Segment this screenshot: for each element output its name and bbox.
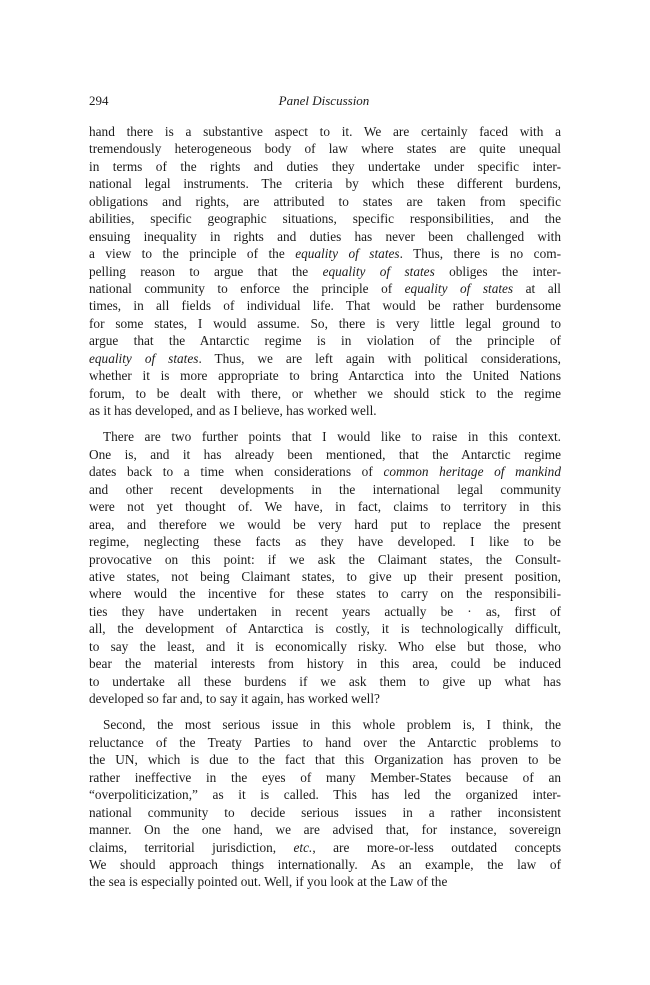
text-line (89, 603, 561, 620)
page-header (89, 93, 559, 111)
text-line (89, 804, 561, 821)
text-line (89, 620, 561, 637)
text-segment: provocative on this point: if we ask the Claimant states, the Consult- (89, 551, 561, 567)
text-segment: in terms of the rights and duties they undertake under specific inter- (89, 158, 561, 174)
text-segment: national community to decide serious issues in a rather inconsistent (89, 804, 561, 820)
text-line (89, 332, 561, 349)
running-title: Panel Discussion (278, 93, 370, 108)
paragraph (89, 716, 561, 890)
body-text (89, 123, 561, 891)
paragraph-gap (89, 419, 561, 428)
text-segment: argue that the Antarctic regime is in violation of the principle of (89, 333, 561, 349)
text-segment: ensuing inequality in rights and duties has never been challenged with (89, 228, 561, 244)
text-line (89, 751, 561, 768)
text-line (89, 280, 561, 297)
text-segment: hand there is a substantive aspect to it. We are certainly faced with a (89, 124, 561, 139)
text-segment: times, in all fields of individual life. That would be rather burdensome (89, 298, 561, 314)
text-line (89, 655, 561, 672)
text-line (89, 568, 561, 585)
text-segment: abilities, specific geographic situations, specific responsibilities, and the (89, 211, 561, 227)
text-line (89, 193, 561, 210)
text-segment: national community to enforce the principle of (89, 280, 405, 296)
text-segment: We should approach things internationally. As an example, the law of (89, 856, 561, 872)
italic-text: common heritage of mankind (383, 464, 561, 480)
text-line (89, 839, 561, 856)
text-segment: where would the incentive for these states to carry on the responsibili- (89, 586, 561, 602)
text-segment: claims, territorial jurisdiction, (89, 839, 294, 855)
text-line (89, 385, 561, 402)
text-segment: obligations and rights, are attributed to states are taken from specific (89, 193, 561, 209)
text-segment: and other recent developments in the international legal community (89, 481, 561, 497)
text-segment: whether it is more appropriate to bring Antarctica into the United Nations (89, 368, 561, 384)
text-segment: pelling reason to argue that the (89, 263, 323, 279)
text-line (89, 297, 561, 314)
text-segment: Second, the most serious issue in this whole problem is, I think, the (103, 717, 561, 733)
text-line (89, 158, 561, 175)
text-segment: There are two further points that I would like to raise in this context. (103, 429, 561, 445)
text-line (89, 446, 561, 463)
text-segment: tremendously heterogeneous body of law where states are quite unequal (89, 141, 561, 157)
text-segment: developed so far and, to say it again, has worked well? (89, 691, 380, 706)
text-line (89, 673, 561, 690)
paragraph-gap (89, 707, 561, 716)
text-line (89, 769, 561, 786)
text-line (89, 734, 561, 751)
text-segment: . Thus, there is no com- (399, 246, 561, 262)
text-line (89, 228, 561, 245)
text-segment: for some states, I would assume. So, there is very little legal ground to (89, 315, 561, 331)
text-line (89, 245, 561, 262)
text-segment: national legal instruments. The criteria by which these different burdens, (89, 176, 561, 192)
text-line (89, 481, 561, 498)
italic-text: equality of states (404, 280, 514, 296)
text-segment: ative states, not being Claimant states, to give up their present position, (89, 568, 561, 584)
text-segment: dates back to a time when considerations of (89, 464, 384, 480)
text-segment: were not yet thought of. We have, in fact, claims to territory in this (89, 499, 561, 515)
text-segment: a view to the principle of the (89, 246, 296, 262)
text-line (89, 786, 561, 803)
text-line (89, 873, 561, 890)
text-line (89, 821, 561, 838)
paragraph (89, 123, 561, 419)
text-line (89, 210, 561, 227)
text-line (89, 140, 561, 157)
text-line (89, 716, 561, 733)
text-segment: “overpoliticization,” as it is called. This has led the organized inter- (89, 787, 561, 803)
text-segment: One is, and it has already been mentioned, that the Antarctic regime (89, 446, 561, 462)
italic-text: etc. (293, 839, 313, 855)
text-segment: the UN, which is due to the fact that this Organization has proven to be (89, 752, 561, 768)
text-segment: reluctance of the Treaty Parties to hand over the Antarctic problems to (89, 734, 561, 750)
text-line (89, 428, 561, 445)
paragraph (89, 428, 561, 707)
text-segment: rather ineffective in the eyes of many Member-States because of an (89, 769, 561, 785)
text-segment: all, the development of Antarctica is costly, it is technologically difficult, (89, 621, 561, 637)
text-line (89, 367, 561, 384)
text-segment: to say the least, and it is economically risky. Who else but those, who (89, 638, 561, 654)
text-segment: to undertake all these burdens if we ask them to give up what has (89, 673, 561, 689)
text-line (89, 551, 561, 568)
page-number: 294 (89, 93, 109, 108)
text-segment: manner. On the one hand, we are advised that, for instance, sovereign (89, 822, 561, 838)
text-segment: the sea is especially pointed out. Well, if you look at the Law of the (89, 874, 448, 890)
text-segment: area, and therefore we would be very hard put to replace the present (89, 516, 561, 532)
text-line (89, 585, 561, 602)
text-segment: at all (513, 280, 561, 296)
text-segment: ties they have undertaken in recent years actually be · as, first of (89, 603, 561, 619)
text-line (89, 175, 561, 192)
text-line (89, 350, 561, 367)
text-line (89, 402, 561, 419)
text-segment: , are more-or-less outdated concepts (312, 839, 562, 855)
text-line (89, 463, 561, 480)
text-line (89, 263, 561, 280)
italic-text: equality of states (89, 350, 199, 366)
text-line (89, 315, 561, 332)
text-segment: obliges the inter- (434, 263, 561, 279)
text-segment: . Thus, we are left again with political considerations, (198, 350, 561, 366)
text-line (89, 516, 561, 533)
text-line (89, 533, 561, 550)
italic-text: equality of states (295, 246, 400, 262)
italic-text: equality of states (322, 263, 435, 279)
text-segment: as it has developed, and as I believe, has worked well. (89, 403, 377, 418)
text-line (89, 638, 561, 655)
text-segment: bear the material interests from history in this area, could be induced (89, 656, 561, 672)
text-line (89, 690, 561, 707)
text-line (89, 498, 561, 515)
text-segment: regime, neglecting these facts as they have developed. I like to be (89, 534, 561, 550)
text-line (89, 123, 561, 140)
text-line (89, 856, 561, 873)
text-segment: forum, to be dealt with there, or whether we should stick to the regime (89, 385, 561, 401)
